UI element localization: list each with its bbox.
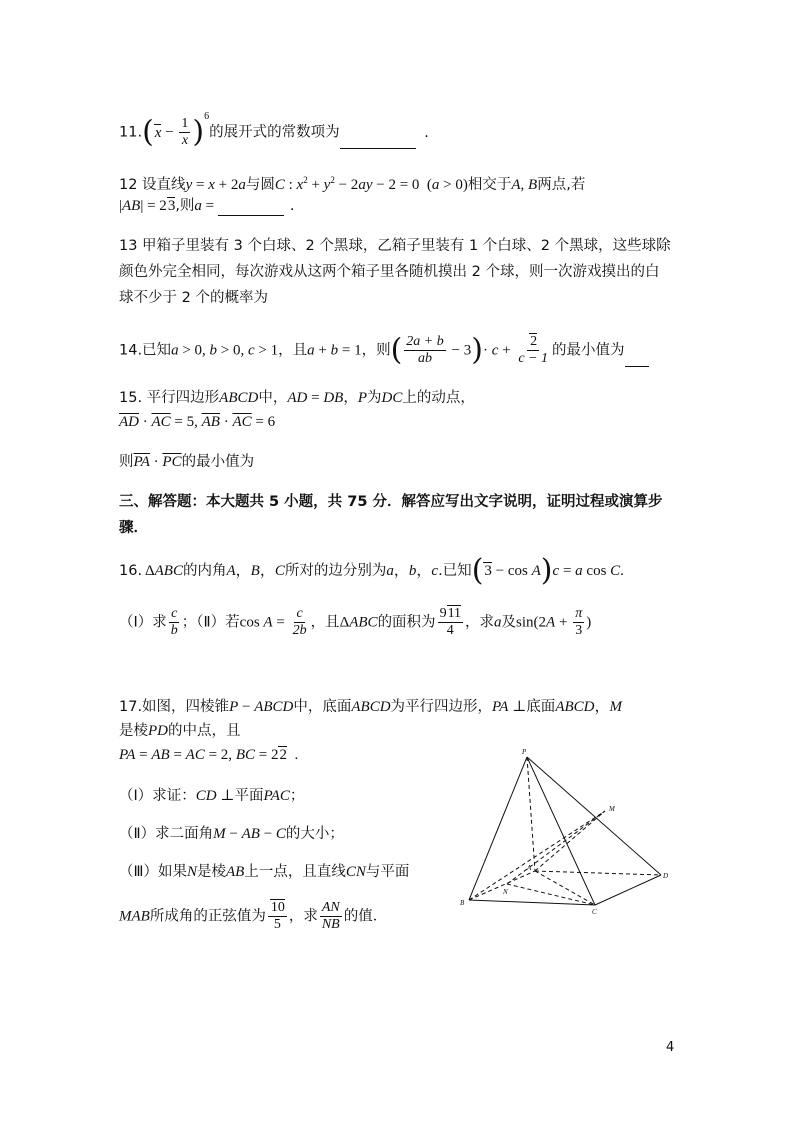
q11-text: 的展开式的常数项为	[209, 124, 340, 141]
q14-frac1: $\frac{2a + b}{ab}$	[406, 334, 444, 366]
q14-answer-blank	[625, 352, 649, 367]
q14-frac2: $\frac{2}{c - 1}$	[518, 334, 548, 366]
edge-CD	[595, 875, 661, 905]
q17-part2: （Ⅱ）求二面角M − AB − C的大小；	[119, 826, 344, 842]
q17-part1: （Ⅰ）求证：CD ⊥平面PAC；	[119, 788, 305, 804]
label-B: B	[460, 899, 465, 907]
q17-part3-line1: （Ⅲ）如果N是棱AB上一点，且直线CN与平面	[119, 864, 410, 880]
q12-answer-blank	[218, 201, 284, 216]
q17-line3: PA = AB = AC = 2, BC = 22 .	[119, 747, 299, 763]
label-A: A	[527, 864, 532, 872]
edge-BM	[469, 811, 605, 900]
q15-line3: 则$\overline{PA} \cdot \overline{PC}$的最小值为	[119, 454, 255, 470]
q17-line2: 是棱PD的中点，且	[119, 723, 241, 739]
section3-heading-line2: 骤．	[119, 520, 148, 536]
edge-AC	[535, 871, 595, 905]
edge-PC	[527, 757, 595, 905]
q11-sqrt: x	[154, 124, 162, 141]
q14-line: 14.已知a > 0, b > 0, c > 1，且a + b = 1，则( $\frac{2a + b}{ab}$ − 3)· c + $\frac{2}{c - 1}$ 的最小值为	[119, 334, 649, 367]
q17-frac-sin: $\frac{10}{5}$	[268, 900, 287, 933]
q12-line1: 12 设直线y = x + 2a与圆C : $x^2 + y^2 - 2ay - 2 = 0$ (a > 0)相交于A, B两点,若	[119, 175, 586, 193]
q17-line1: 17.如图，四棱锥P − ABCD中，底面ABCD为平行四边形，PA ⊥底面ABCD，M	[119, 699, 622, 715]
q11-frac: $\frac{1}{x}$	[181, 116, 189, 148]
q16-frac-area: $\frac{911}{4}$	[439, 606, 462, 638]
label-P: P	[522, 748, 527, 756]
pyramid-figure	[455, 745, 670, 915]
q16-line1: 16. ΔABC的内角A，B，C所对的边分别为a，b，c.已知(3 − cos A)c = a cos C.	[119, 553, 624, 588]
q12-line2: |AB| = 23,则a = .	[119, 198, 295, 214]
q13-line3: 球不少于 2 个的概率为	[119, 290, 268, 306]
edge-NM	[507, 811, 605, 884]
section3-heading-line1: 三、解答题：本大题共 5 小题，共 75 分．解答应写出文字说明，证明过程或演算步	[119, 494, 663, 510]
edge-AD	[535, 871, 661, 875]
q16-frac-c2b: $\frac{c}{2b}$	[292, 606, 307, 638]
label-N: N	[503, 888, 508, 896]
q15-line2: $\overline{AD} \cdot \overline{AC} = 5$, $\overline{AB} \cdot \overline{AC} = 6$	[119, 414, 276, 430]
q15-line1: 15. 平行四边形ABCD中，AD = DB，P为DC上的动点，	[119, 390, 475, 406]
label-M: M	[609, 805, 615, 813]
q11-number: 11.	[119, 124, 143, 141]
page-number: 4	[666, 1040, 675, 1055]
q11-expr: (	[142, 114, 154, 150]
q13-line1: 13 甲箱子里装有 3 个白球、2 个黑球，乙箱子里装有 1 个白球、2 个黑球，这些球除	[119, 238, 671, 254]
q11-answer-blank	[340, 134, 416, 149]
edge-PD	[527, 757, 661, 875]
edge-PA	[527, 757, 535, 871]
q16-line2: （Ⅰ）求 $\frac{c}{b}$ ；（Ⅱ）若cos A = $\frac{c}{2b}$ ，且ΔABC的面积为 $\frac{911}{4}$ ，求a及sin(2A + $\frac{\pi}{3}$ )	[119, 606, 592, 638]
label-C: C	[592, 908, 597, 915]
edge-AM	[535, 811, 605, 871]
q11-line: 11.(x − $\frac{1}{x}$ )$^6$的展开式的常数项为 .	[119, 110, 429, 150]
q13-line2: 颜色外完全相同，每次游戏从这两个箱子里各随机摸出 2 个球，则一次游戏摸出的白	[119, 264, 660, 280]
q16-frac-cb: $\frac{c}{b}$	[170, 606, 178, 638]
edge-PB	[469, 757, 527, 900]
label-D: D	[663, 872, 669, 880]
q17-part3-line2: MAB所成角的正弦值为 $\frac{10}{5}$ ，求 $\frac{AN}{NB}$ 的值．	[119, 900, 388, 932]
q17-frac-an-nb: $\frac{AN}{NB}$	[321, 900, 340, 932]
